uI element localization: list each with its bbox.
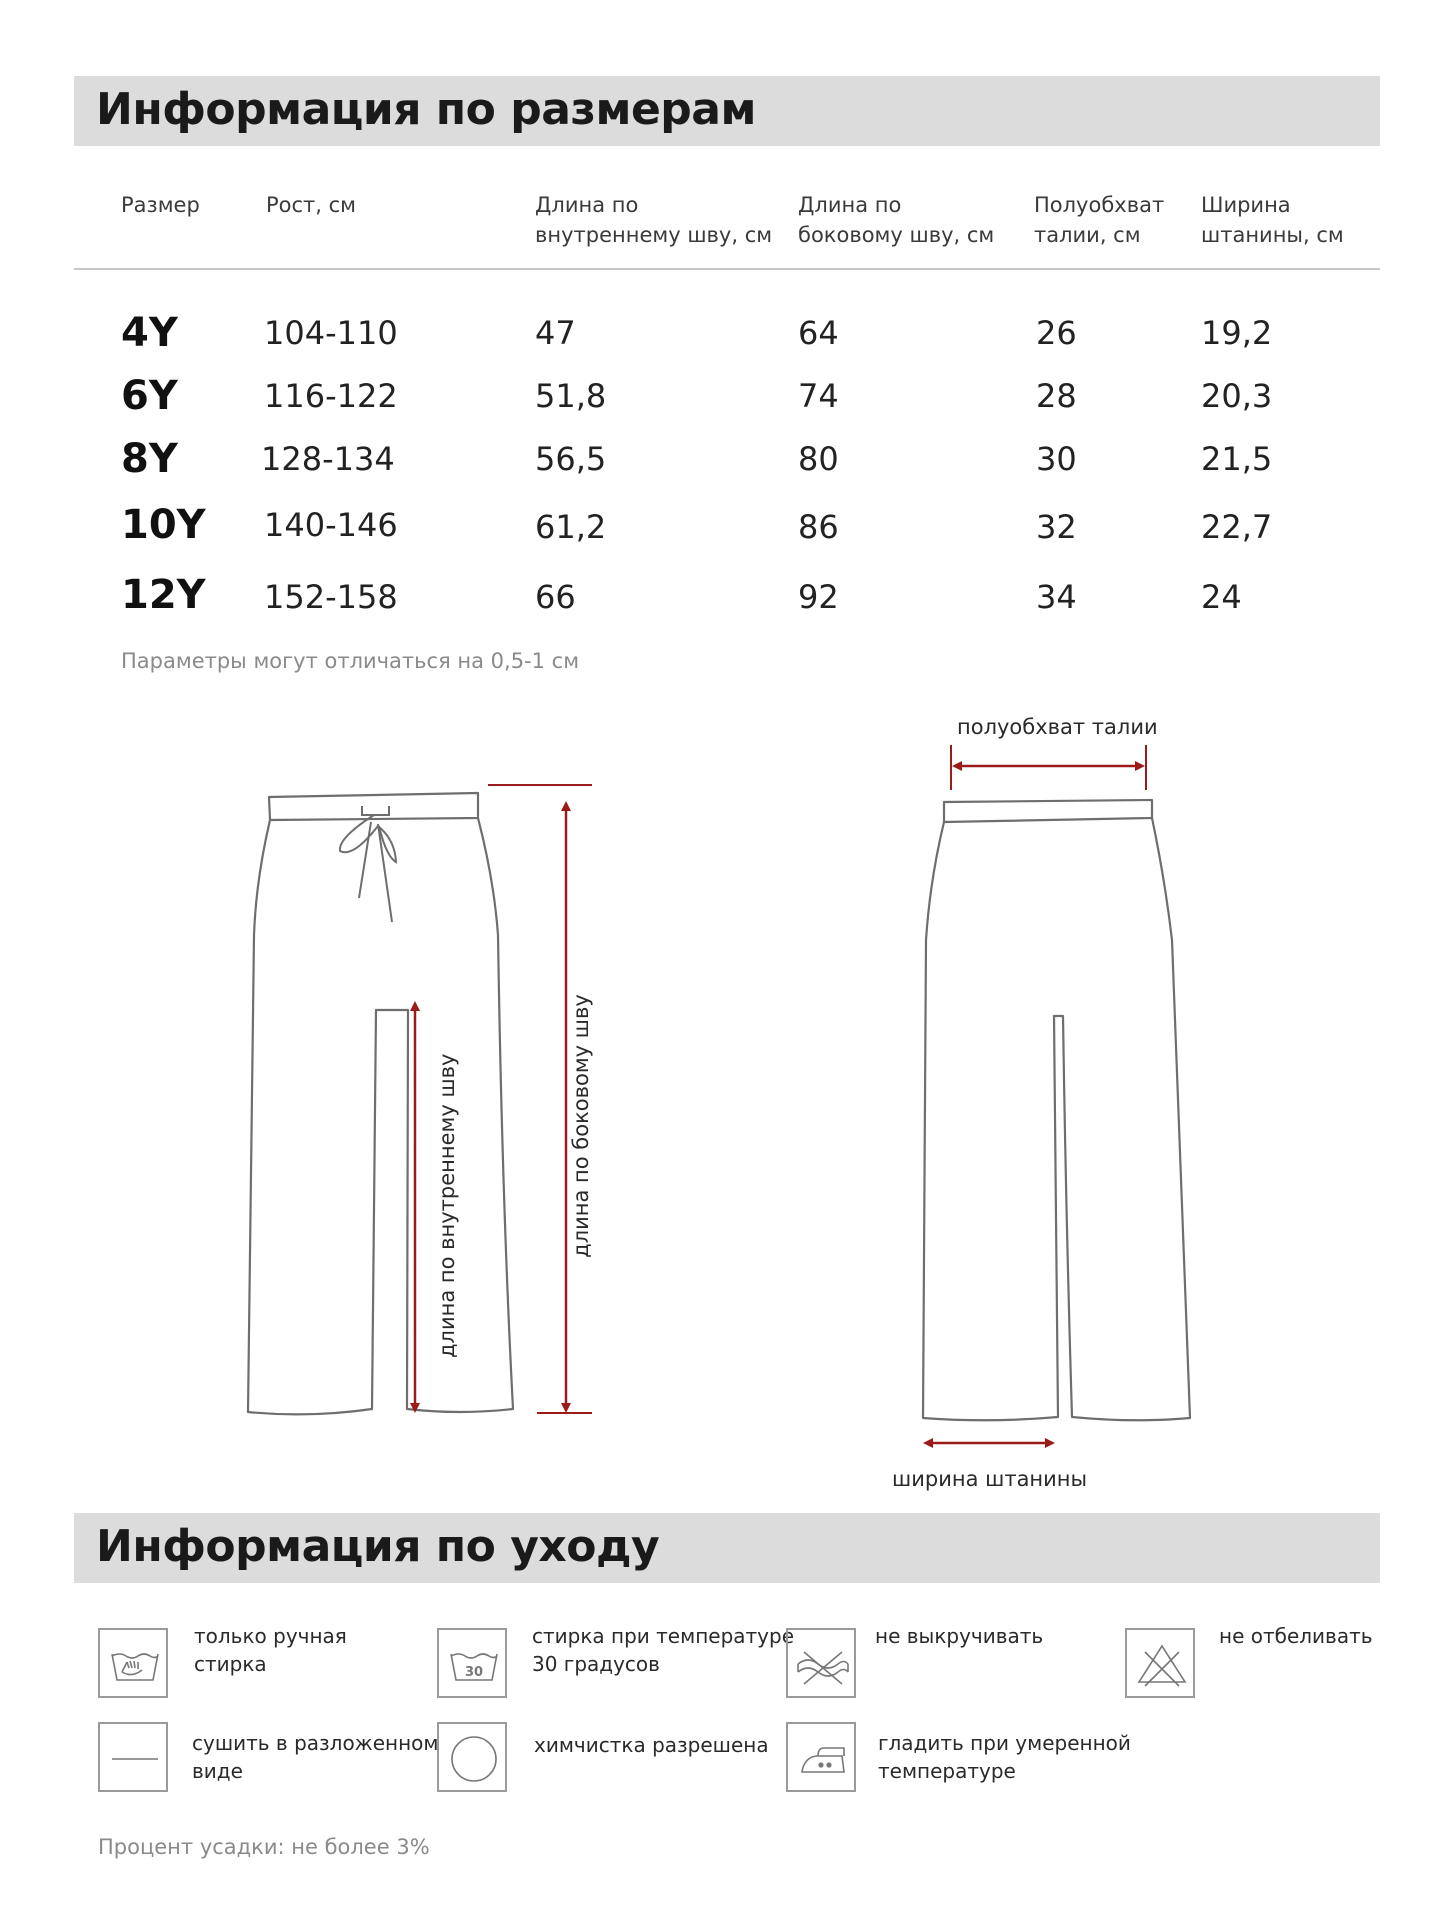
front-pants-outline <box>248 793 513 1414</box>
leg-width-label: ширина штанины <box>892 1467 1088 1491</box>
table-cell-waist: 30 <box>1036 440 1077 478</box>
care-text-do-not-bleach: не отбеливать <box>1219 1624 1373 1648</box>
care-text-dry-flat: сушить в разложенном виде <box>192 1731 439 1783</box>
table-cell-inseam: 66 <box>535 578 576 616</box>
care-text-hand-wash: только ручная стирка <box>194 1624 347 1676</box>
table-cell-waist: 28 <box>1036 377 1077 415</box>
drawstring-icon <box>340 806 396 922</box>
care-section-header <box>74 1513 1380 1583</box>
table-cell-size: 10Y <box>121 502 206 548</box>
table-cell-leg-width: 22,7 <box>1201 508 1273 546</box>
side-seam-label: длина по боковому шву <box>569 994 593 1258</box>
table-cell-outseam: 80 <box>798 440 839 478</box>
table-cell-inseam: 56,5 <box>535 440 607 478</box>
col-header-leg-width: Ширина штанины, см <box>1201 193 1344 247</box>
wash-30-icon <box>437 1628 507 1698</box>
col-header-waist: Полуобхват талии, см <box>1034 193 1165 247</box>
dry-flat-icon <box>98 1722 168 1792</box>
table-cell-inseam: 47 <box>535 314 576 352</box>
table-cell-size: 12Y <box>121 572 206 618</box>
table-cell-outseam: 64 <box>798 314 839 352</box>
waist-label: полуобхват талии <box>957 715 1158 739</box>
table-cell-waist: 32 <box>1036 508 1077 546</box>
table-cell-leg-width: 24 <box>1201 578 1242 616</box>
size-section-title: Информация по размерам <box>96 84 756 135</box>
iron-medium-icon <box>786 1722 856 1792</box>
table-cell-size: 4Y <box>121 310 178 356</box>
table-cell-size: 8Y <box>121 436 178 482</box>
table-cell-inseam: 51,8 <box>535 377 607 415</box>
size-tolerance-note: Параметры могут отличаться на 0,5-1 см <box>121 649 580 673</box>
table-cell-size: 6Y <box>121 373 178 419</box>
col-header-inseam: Длина по внутреннему шву, см <box>535 193 773 247</box>
table-cell-waist: 26 <box>1036 314 1077 352</box>
table-cell-outseam: 86 <box>798 508 839 546</box>
table-cell-leg-width: 19,2 <box>1201 314 1273 352</box>
col-header-outseam: Длина по боковому шву, см <box>798 193 995 247</box>
table-cell-height: 152-158 <box>264 578 398 616</box>
table-cell-outseam: 92 <box>798 578 839 616</box>
table-cell-waist: 34 <box>1036 578 1077 616</box>
dry-clean-icon <box>437 1722 507 1792</box>
col-header-size: Размер <box>121 193 200 217</box>
table-cell-outseam: 74 <box>798 377 839 415</box>
table-cell-height: 140-146 <box>264 506 398 544</box>
hand-wash-icon <box>98 1628 168 1698</box>
table-cell-height: 128-134 <box>261 440 395 478</box>
table-cell-leg-width: 20,3 <box>1201 377 1273 415</box>
care-text-wash-30: стирка при температуре 30 градусов <box>532 1624 795 1676</box>
table-cell-height: 116-122 <box>264 377 398 415</box>
care-text-dry-clean: химчистка разрешена <box>534 1733 769 1757</box>
col-header-height: Рост, см <box>266 193 357 217</box>
care-text-do-not-wring: не выкручивать <box>875 1624 1044 1648</box>
back-pants-outline <box>923 800 1190 1420</box>
care-text-iron: гладить при умеренной температуре <box>878 1731 1131 1783</box>
care-section-title: Информация по уходу <box>96 1521 660 1572</box>
do-not-wring-icon <box>786 1628 856 1698</box>
table-cell-leg-width: 21,5 <box>1201 440 1273 478</box>
wash-temp-label: 30 <box>464 1665 484 1680</box>
do-not-bleach-icon <box>1125 1628 1195 1698</box>
table-cell-inseam: 61,2 <box>535 508 607 546</box>
shrinkage-note: Процент усадки: не более 3% <box>98 1835 430 1859</box>
inner-seam-label: длина по внутреннему шву <box>435 1053 459 1358</box>
table-cell-height: 104-110 <box>264 314 398 352</box>
